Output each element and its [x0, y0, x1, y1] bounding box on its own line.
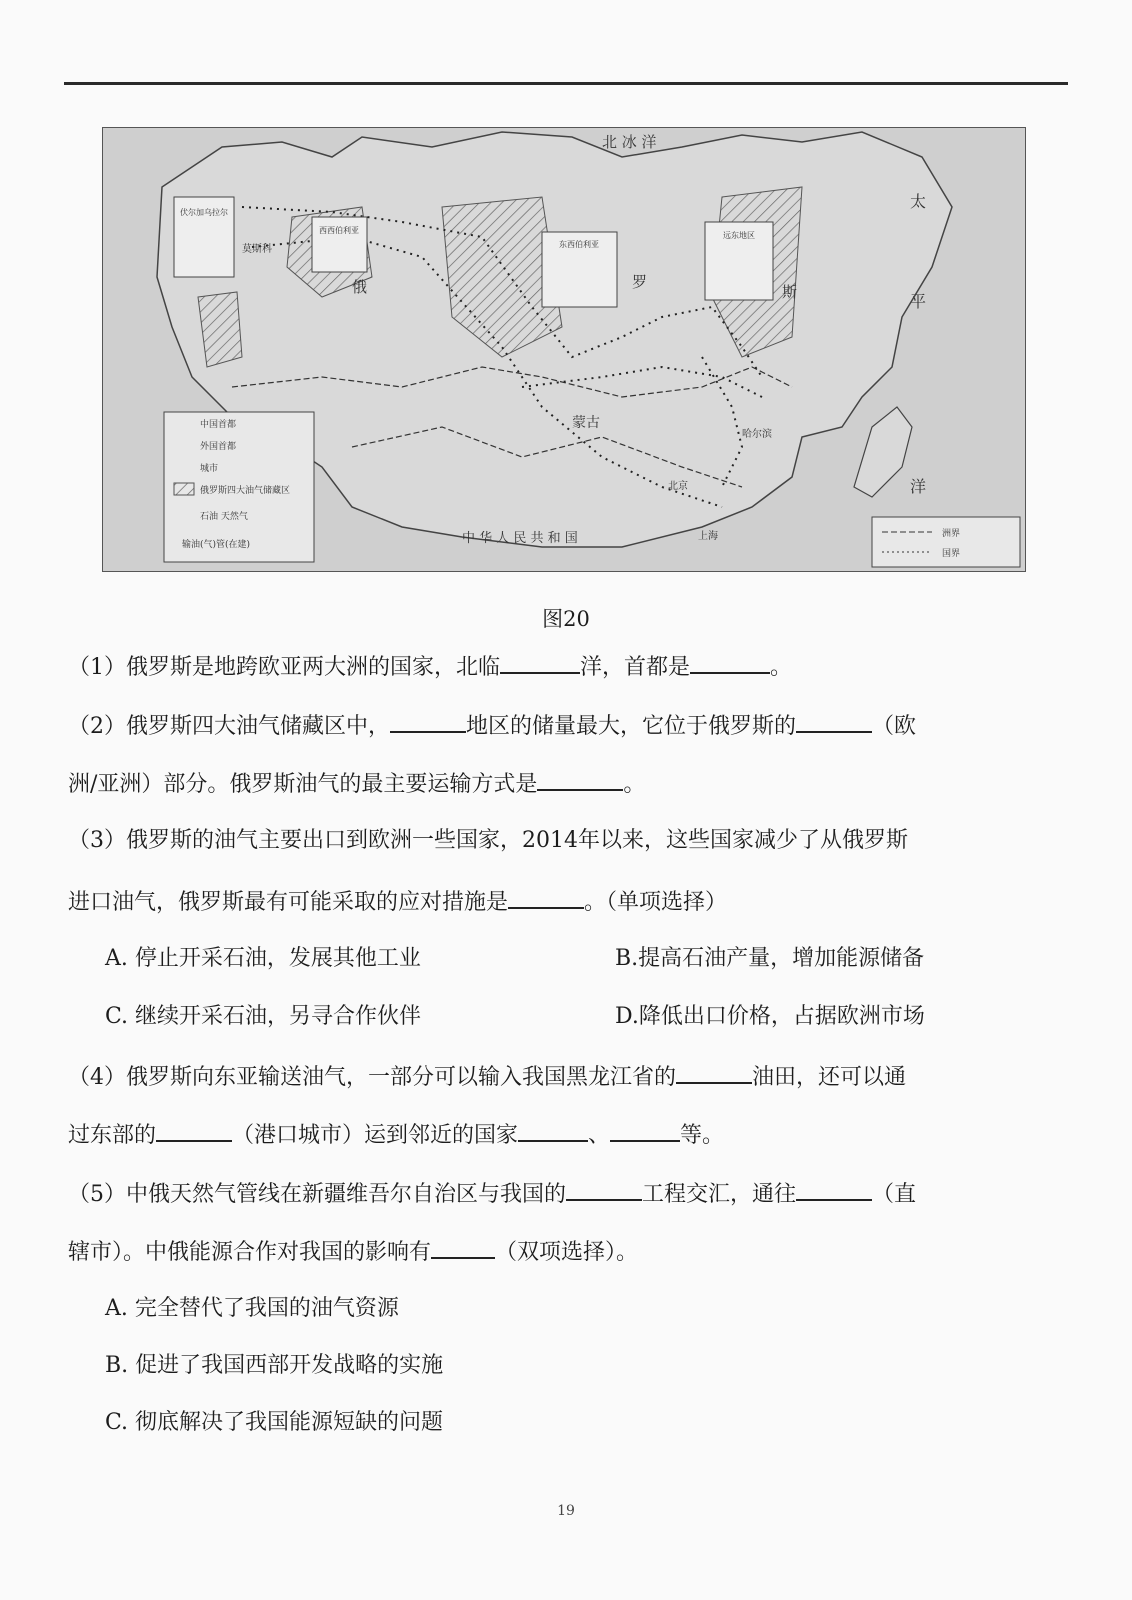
- field-box-west-siberia: [312, 217, 367, 272]
- header-rule: [64, 82, 1068, 85]
- label-russia-1: 俄: [352, 278, 368, 296]
- question-4-line-2: 过东部的 （港口城市）运到邻近的国家 、 等。: [68, 1118, 1068, 1151]
- map-legend: [164, 412, 314, 562]
- label-shanghai: 上海: [698, 531, 718, 542]
- answer-blank[interactable]: [390, 709, 466, 733]
- answer-blank[interactable]: [518, 1118, 588, 1142]
- question-3-line-2: 进口油气，俄罗斯最有可能采取的应对措施是 。（单项选择）: [68, 885, 1068, 918]
- answer-blank[interactable]: [508, 885, 584, 909]
- question-2-line-2: 洲/亚洲）部分。俄罗斯油气的最主要运输方式是 。: [68, 767, 1068, 800]
- legend-item-city: 城市: [200, 464, 219, 474]
- label-pacific-2: 平: [910, 292, 927, 311]
- figure-caption: 图20: [542, 607, 590, 631]
- field-label-west-siberia: 西西伯利亚: [319, 226, 359, 235]
- answer-blank[interactable]: [796, 1177, 872, 1201]
- label-russia-2: 罗: [632, 273, 648, 291]
- q3-option-b[interactable]: B.提高石油产量，增加能源储备: [615, 946, 925, 971]
- field-label-east-siberia: 东西伯利亚: [559, 240, 599, 249]
- question-3-line-1: （3）俄罗斯的油气主要出口到欧洲一些国家，2014年以来，这些国家减少了从俄罗斯: [68, 828, 908, 853]
- answer-blank[interactable]: [610, 1118, 680, 1142]
- question-1: （1）俄罗斯是地跨欧亚两大洲的国家，北临 洋，首都是 。: [68, 650, 1068, 683]
- label-beijing: 北京: [668, 481, 688, 492]
- answer-blank[interactable]: [156, 1118, 232, 1142]
- legend-item-capital: 中国首都: [200, 420, 237, 430]
- question-5-line-2: 辖市）。中俄能源合作对我国的影响有 （双项选择）。: [68, 1235, 1068, 1268]
- label-china: 中 华 人 民 共 和 国: [462, 531, 578, 546]
- answer-blank[interactable]: [690, 650, 770, 674]
- label-pacific-1: 太: [910, 192, 927, 211]
- answer-blank[interactable]: [796, 709, 872, 733]
- legend-country-boundary: 国界: [942, 549, 961, 559]
- answer-blank[interactable]: [566, 1177, 642, 1201]
- q3-option-c[interactable]: C. 继续开采石油，另寻合作伙伴: [105, 1004, 422, 1029]
- legend-item-reserve: 俄罗斯四大油气储藏区: [200, 486, 291, 496]
- field-box-east-siberia: [542, 232, 617, 307]
- q3-option-a[interactable]: A. 停止开采石油，发展其他工业: [105, 946, 421, 971]
- q5-option-a[interactable]: A. 完全替代了我国的油气资源: [105, 1296, 399, 1321]
- page-number: 19: [557, 1503, 575, 1519]
- answer-blank[interactable]: [676, 1060, 752, 1084]
- legend-hatch-swatch: [174, 483, 194, 495]
- field-label-far-east: 远东地区: [723, 231, 755, 240]
- label-pacific-3: 洋: [910, 477, 927, 496]
- answer-blank[interactable]: [431, 1235, 495, 1259]
- question-2-line-1: （2）俄罗斯四大油气储藏区中， 地区的储量最大，它位于俄罗斯的 （欧: [68, 709, 1068, 742]
- question-4-line-1: （4）俄罗斯向东亚输送油气，一部分可以输入我国黑龙江省的 油田，还可以通: [68, 1060, 1068, 1093]
- label-harbin: 哈尔滨: [742, 429, 772, 440]
- field-box-volga: [174, 197, 234, 277]
- label-mongolia: 蒙古: [572, 415, 600, 431]
- label-arctic-ocean: 北 冰 洋: [602, 133, 657, 151]
- label-russia-3: 斯: [782, 283, 798, 301]
- boundary-legend: [872, 517, 1020, 567]
- q3-option-d[interactable]: D.降低出口价格，占据欧洲市场: [615, 1004, 925, 1029]
- question-5-line-1: （5）中俄天然气管线在新疆维吾尔自治区与我国的 工程交汇，通往 （直: [68, 1177, 1068, 1210]
- answer-blank[interactable]: [500, 650, 580, 674]
- legend-item-pipeline: 输油(气)管(在建): [182, 540, 251, 550]
- answer-blank[interactable]: [537, 767, 623, 791]
- field-box-far-east: [705, 222, 773, 300]
- q5-option-b[interactable]: B. 促进了我国西部开发战略的实施: [105, 1353, 444, 1378]
- label-moscow: 莫斯科: [242, 244, 272, 255]
- legend-continent-boundary: 洲界: [942, 529, 961, 539]
- legend-item-oil-gas: 石油 天然气: [200, 512, 248, 522]
- legend-item-foreign-capital: 外国首都: [200, 442, 237, 452]
- russia-oil-gas-map: [102, 127, 1026, 572]
- q5-option-c[interactable]: C. 彻底解决了我国能源短缺的问题: [105, 1410, 444, 1435]
- field-label-volga: 伏尔加乌拉尔: [180, 208, 228, 217]
